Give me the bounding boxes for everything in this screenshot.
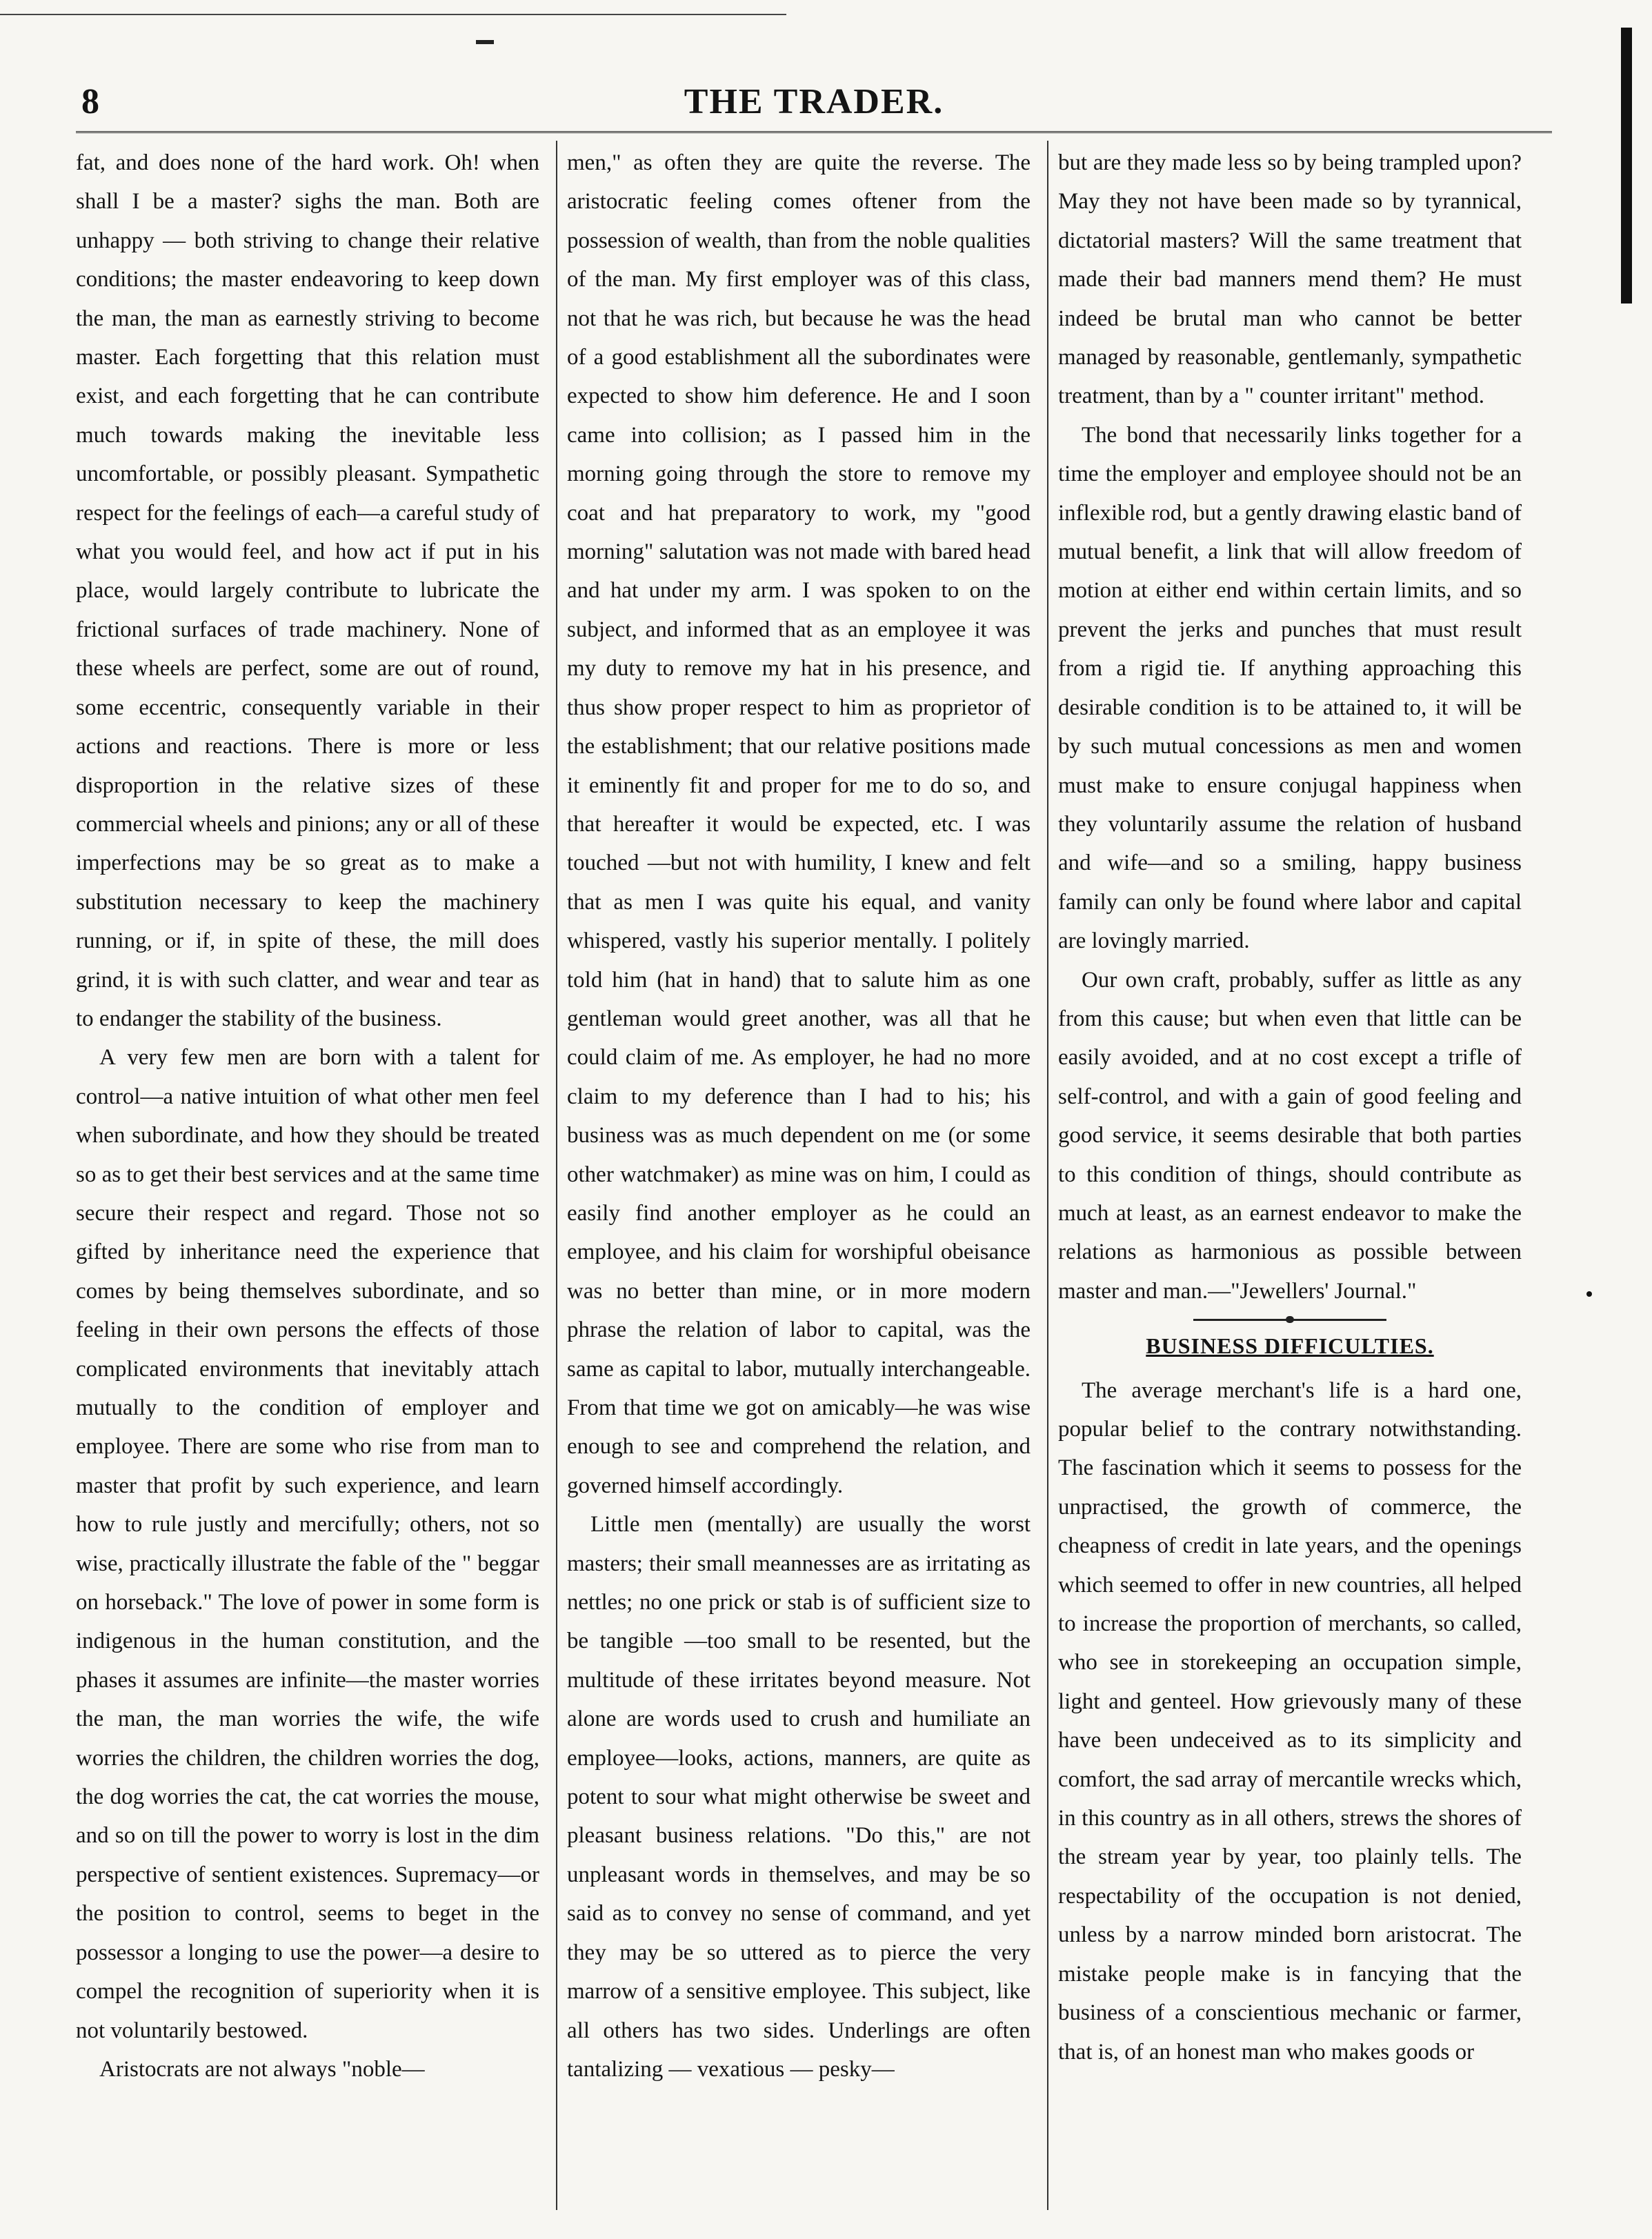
- masthead: [76, 81, 1552, 127]
- page-number: 8: [81, 82, 99, 121]
- paragraph: The average merchant's life is a hard one, popular belief to the contrary notwithstanding. The fascination which it seems to possess for the unpractised, the growth of commerce, the cheapness of credit in late years, and the openings which seemed to offer in new countries, all helped to increase the proportion of merchants, so called, who see in storekeeping an occupation simple, light and genteel. How grievously many of these have been undeceived as to its simplicity and comfort, the sad array of mercantile wrecks which, in this country as in all others, strews the shores of the stream year by year, too plainly tells. The respectability of the occupation is not denied, unless by a narrow minded born aristocrat. The mistake people make is in fancying that the business of a conscientious mechanic or farmer, that is, of an honest man who makes goods or: [1058, 1377, 1522, 2064]
- paragraph: men," as often they are quite the reverse. The aristocratic feeling comes oftener from the possession of wealth, than from the noble qualities of the man. My first employer was of this class, not that he was rich, but because he was the head of a good establishment all the subordinates were expected to show him deference. He and I soon came into collision; as I passed him in the morning going through the store to remove my coat and hat preparatory to work, my "good morning" salutation was not made with bared head and hat under my arm. I was spoken to on the subject, and informed that as an employee it was my duty to remove my hat in his presence, and thus show proper respect to him as proprietor of the establishment; that our relative positions made it eminently fit and proper for me to do so, and that hereafter it would be expected, etc. I was touched —but not with humility, I knew and felt that as men I was quite his equal, and vanity whispered, vastly his superior mentally. I politely told him (hat in hand) that to salute him as one gentleman would greet another, was all that he could claim of me. As employer, he had no more claim to my deference than I had to his; his business was as much dependent on me (or some other watchmaker) as mine was on him, I could as easily find another employer as he could an employee, and his claim for worshipful obeisance was no better than mine, or in more modern phrase the relation of labor to capital, was the same as capital to labor, mutually interchangeable. From that time we got on amicably—he was wise enough to see and comprehend the relation, and governed himself accordingly.: [567, 150, 1031, 1498]
- binding-bar: [1621, 28, 1632, 303]
- paragraph: fat, and does none of the hard work. Oh! when shall I be a master? sighs the man. Both are unhappy — both striving to change their relative conditions; the master endeavoring to keep down the man, the man as earnestly striving to become master. Each forgetting that this relation must exist, and each forgetting that he can contribute much towards making the inevitable less uncomfortable, or possibly pleasant. Sympathetic respect for the feelings of each—a careful study of what you would feel, and how act if put in his place, would largely contribute to lubricate the frictional surfaces of trade machinery. None of these wheels are perfect, some are out of round, some eccentric, consequently variable in their actions and reactions. There is more or less disproportion in the relative sizes of these commercial wheels and pinions; any or all of these imperfections may be so great as to make a substitution necessary to keep the machinery running, or if, in spite of these, the mill does grind, it is with such clatter, and wear and tear as to endanger the stability of the business.: [76, 150, 539, 1031]
- print-mark: [476, 40, 494, 44]
- paragraph: The bond that necessarily links together for a time the employer and employee should not be an inflexible rod, but a gently drawing elastic band of mutual benefit, a link that will allow freedom of motion at either end within certain limits, and so prevent the jerks and punches that must result from a rigid tie. If anything approaching this desirable condition is to be attained to, it will be by such mutual concessions as men and women must make to ensure conjugal happiness when they voluntarily assume the relation of husband and wife—and so a smiling, happy business family can only be found where labor and capital are lovingly married.: [1058, 422, 1522, 954]
- column-divider: [556, 141, 557, 2210]
- column-1: [76, 143, 539, 2206]
- paragraph: Our own craft, probably, suffer as little as any from this cause; but when even that little can be easily avoided, and at no cost except a trifle of self-control, and with a gain of good feeling and good service, it seems desirable that both parties to this condition of things, should contribute as much at least, as an earnest endeavor to make the relations as harmonious as possible between master and man.—"Jewellers' Journal.": [1058, 967, 1522, 1304]
- top-edge-rule: [0, 14, 786, 15]
- column-3: [1058, 143, 1522, 2206]
- section-divider: [1193, 1319, 1386, 1321]
- ink-spot: [1586, 1291, 1592, 1297]
- section-heading: BUSINESS DIFFICULTIES.: [1146, 1333, 1434, 1359]
- paragraph: Aristocrats are not always "noble—: [99, 2056, 425, 2082]
- publication-title: THE TRADER.: [684, 82, 944, 121]
- paragraph: but are they made less so by being trampled upon? May they not have been made so by tyrannical, dictatorial masters? Will the same treatment that made their bad manners mend them? He must indeed be brutal man who cannot be better managed by reasonable, gentlemanly, sympathetic treatment, than by a " counter irritant" method.: [1058, 150, 1522, 409]
- masthead-rule: [76, 131, 1552, 136]
- paragraph: A very few men are born with a talent for control—a native intuition of what other men feel when subordinate, and how they should be treated so as to get their best services and at the same time secure their respect and regard. Those not so gifted by inheritance need the experience that comes by being themselves subordinate, and so feeling in their own persons the effects of those complicated environments that inevitably attach mutually to the condition of employer and employee. There are some who rise from man to master that profit by such experience, and learn how to rule justly and mercifully; others, not so wise, practically illustrate the fable of the " beggar on horseback." The love of power in some form is indigenous in the human constitution, and the phases it assumes are infinite—the master worries the man, the man worries the wife, the wife worries the children, the children worries the dog, the dog worries the cat, the cat worries the mouse, and so on till the power to worry is lost in the dim perspective of sentient existences. Supremacy—or the position to control, seems to beget in the possessor a longing to use the power—a desire to compel the recognition of superiority when it is not voluntarily bestowed.: [76, 1045, 539, 2043]
- column-2: [567, 143, 1031, 2206]
- paragraph: Little men (mentally) are usually the worst masters; their small meannesses are as irritating as nettles; no one prick or stab is of sufficient size to be tangible —too small to be resented, but the multitude of these irritates beyond measure. Not alone are words used to crush and humiliate an employee—looks, actions, manners, are quite as potent to sour what might otherwise be sweet and pleasant business relations. "Do this," are not unpleasant words in themselves, and may be so said as to convey no sense of command, and yet they may be so uttered as to pierce the very marrow of a sensitive employee. This subject, like all others has two sides. Underlings are often tantalizing — vexatious — pesky—: [567, 1512, 1031, 2082]
- column-divider: [1047, 141, 1048, 2210]
